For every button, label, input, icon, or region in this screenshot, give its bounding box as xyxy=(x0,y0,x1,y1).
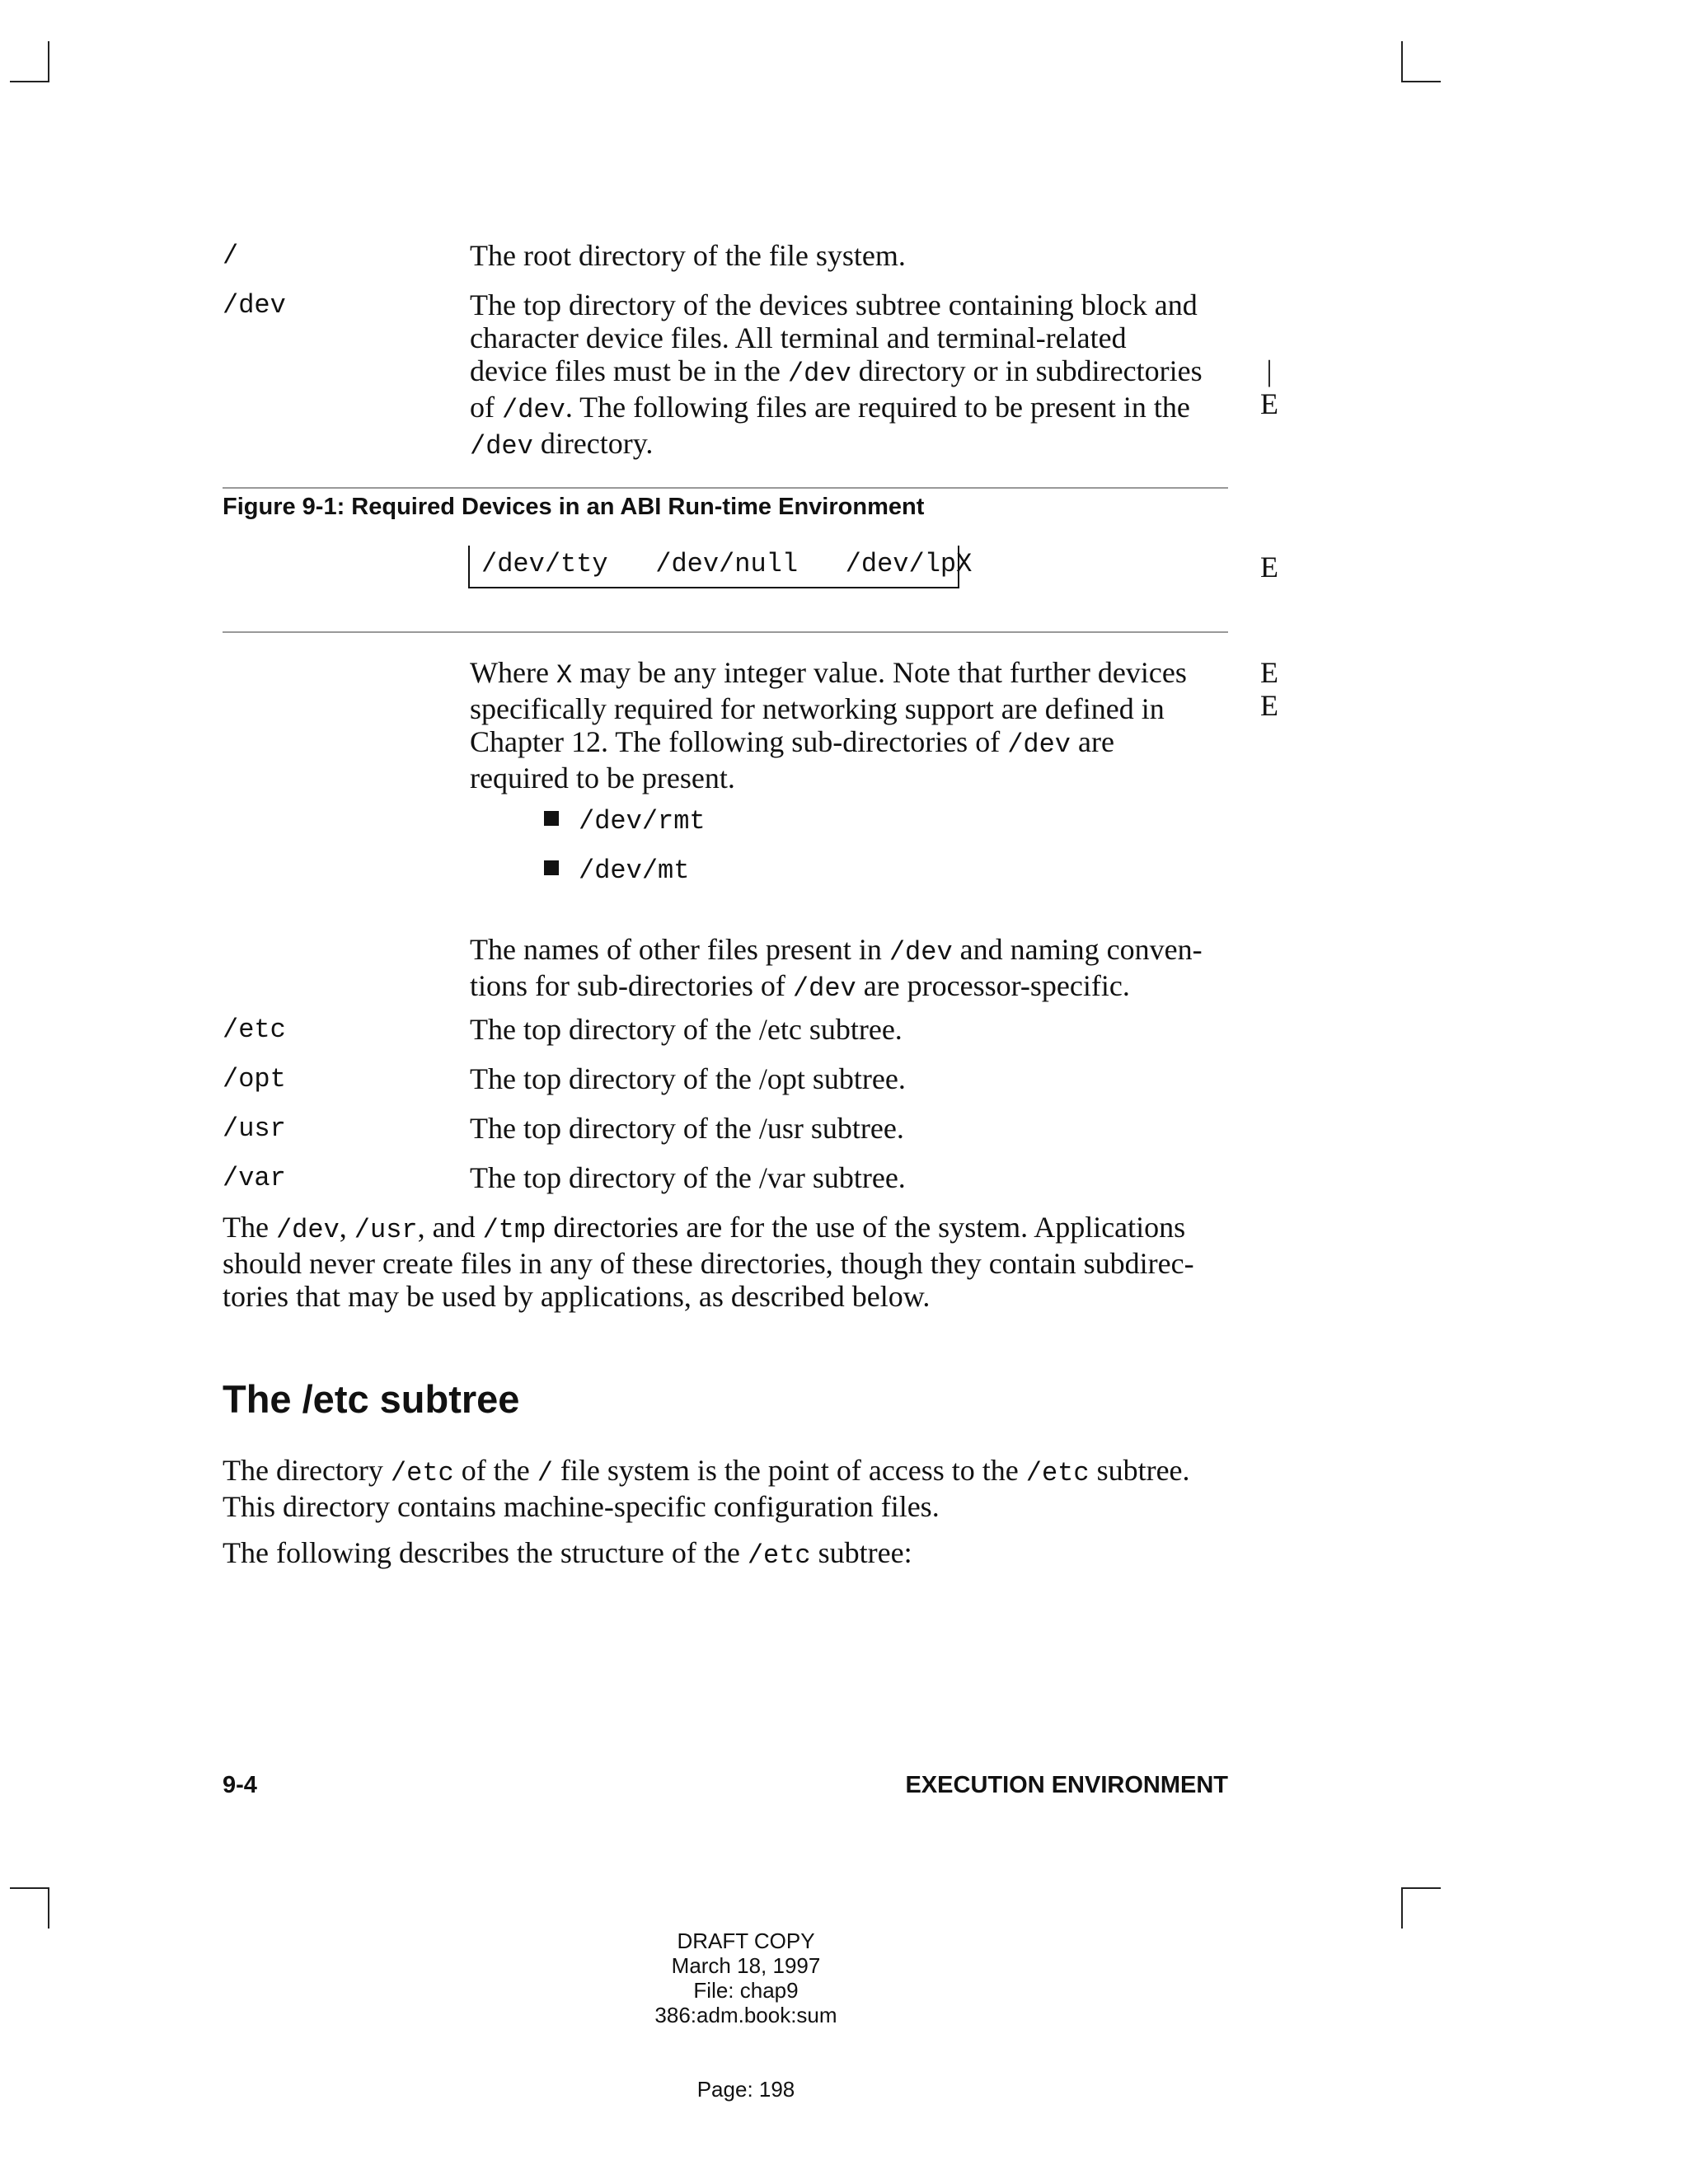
figure-rule-top xyxy=(223,487,1228,489)
where-line-2: specifically required for networking support are defined in xyxy=(470,692,1165,725)
change-mark-e: E xyxy=(1260,656,1278,689)
crop-mark-top-left xyxy=(10,81,49,82)
section-paragraph-2: The following describes the structure of the /etc subtree: xyxy=(223,1536,912,1571)
system-line-2: should never create files in any of these directories, though they contain subdirec- xyxy=(223,1247,1194,1280)
device-tty: /dev/tty xyxy=(481,549,608,579)
list-item: /dev/mt xyxy=(544,855,689,886)
dev-line-1: The top directory of the devices subtree containing block and xyxy=(470,288,1198,321)
term-dev: /dev xyxy=(223,290,286,321)
change-mark-e: E xyxy=(1260,689,1278,722)
names-paragraph xyxy=(470,933,1228,1005)
section-p1-line-2: This directory contains machine-specific configuration files. xyxy=(223,1490,940,1523)
crop-mark-top-right xyxy=(1401,81,1441,82)
system-line-3: tories that may be used by applications, as described below. xyxy=(223,1280,931,1313)
dev-line-5: /dev directory. xyxy=(470,427,654,462)
device-box xyxy=(468,546,973,588)
draft-stamp xyxy=(577,1929,915,2027)
crop-mark-bottom-left xyxy=(10,1887,49,1889)
crop-mark-bottom-right xyxy=(1401,1887,1441,1889)
term-usr: /usr xyxy=(223,1113,286,1144)
definition-etc: The top directory of the /etc subtree. xyxy=(470,1013,903,1046)
term-root: / xyxy=(223,241,239,271)
term-etc: /etc xyxy=(223,1015,286,1045)
section-heading: The /etc subtree xyxy=(223,1377,520,1421)
crop-mark-bottom-right xyxy=(1401,1887,1403,1929)
crop-mark-top-left xyxy=(48,41,49,82)
section-p1-line-1: The directory /etc of the / file system is the point of access to the /etc subtree. xyxy=(223,1454,1190,1488)
device-lpx: /dev/lpX xyxy=(845,549,973,579)
device-list xyxy=(481,549,972,579)
draft-label: DRAFT COPY xyxy=(677,1929,815,1953)
draft-book: 386:adm.book:sum xyxy=(654,2003,837,2027)
where-line-4: required to be present. xyxy=(470,762,735,794)
bullet-square-icon xyxy=(544,811,559,826)
where-line-3: Chapter 12. The following sub-directories of /dev are xyxy=(470,725,1114,760)
definition-dev xyxy=(470,288,1228,463)
where-line-1: Where X may be any integer value. Note that further devices xyxy=(470,656,1187,691)
section-paragraph-1 xyxy=(223,1454,1245,1523)
figure-rule-bottom xyxy=(223,631,1228,633)
where-paragraph xyxy=(470,656,1228,794)
definition-usr: The top directory of the /usr subtree. xyxy=(470,1112,904,1145)
dev-line-4: of /dev. The following files are required to be present in the xyxy=(470,391,1190,425)
figure-caption: Figure 9-1: Required Devices in an ABI Run-time Environment xyxy=(223,494,925,520)
chapter-title: EXECUTION ENVIRONMENT xyxy=(905,1772,1228,1798)
names-line-1: The names of other files present in /dev and naming conven- xyxy=(470,933,1203,968)
names-line-2: tions for sub-directories of /dev are processor-specific. xyxy=(470,969,1130,1004)
bullet-square-icon xyxy=(544,860,559,875)
crop-mark-top-right xyxy=(1401,41,1403,82)
device-null: /dev/null xyxy=(655,549,799,579)
page-number: 9-4 xyxy=(223,1772,257,1798)
change-mark-e: E xyxy=(1260,387,1278,420)
system-paragraph xyxy=(223,1211,1245,1313)
definition-root: The root directory of the file system. xyxy=(470,239,906,272)
definition-var: The top directory of the /var subtree. xyxy=(470,1161,906,1194)
term-opt: /opt xyxy=(223,1064,286,1094)
change-bar: | xyxy=(1266,354,1273,387)
draft-file: File: chap9 xyxy=(693,1978,799,2003)
system-line-1: The /dev, /usr, and /tmp directories are for the use of the system. Applications xyxy=(223,1211,1186,1245)
crop-mark-bottom-left xyxy=(48,1887,49,1929)
change-mark-e: E xyxy=(1260,551,1278,583)
dev-line-3: device files must be in the /dev directory or in subdirectories xyxy=(470,354,1203,389)
list-item: /dev/rmt xyxy=(544,806,706,837)
dev-line-2: character device files. All terminal and terminal-related xyxy=(470,321,1127,354)
draft-date: March 18, 1997 xyxy=(671,1953,821,1978)
term-var: /var xyxy=(223,1163,286,1193)
draft-page: Page: 198 xyxy=(696,2077,795,2102)
definition-opt: The top directory of the /opt subtree. xyxy=(470,1062,906,1095)
